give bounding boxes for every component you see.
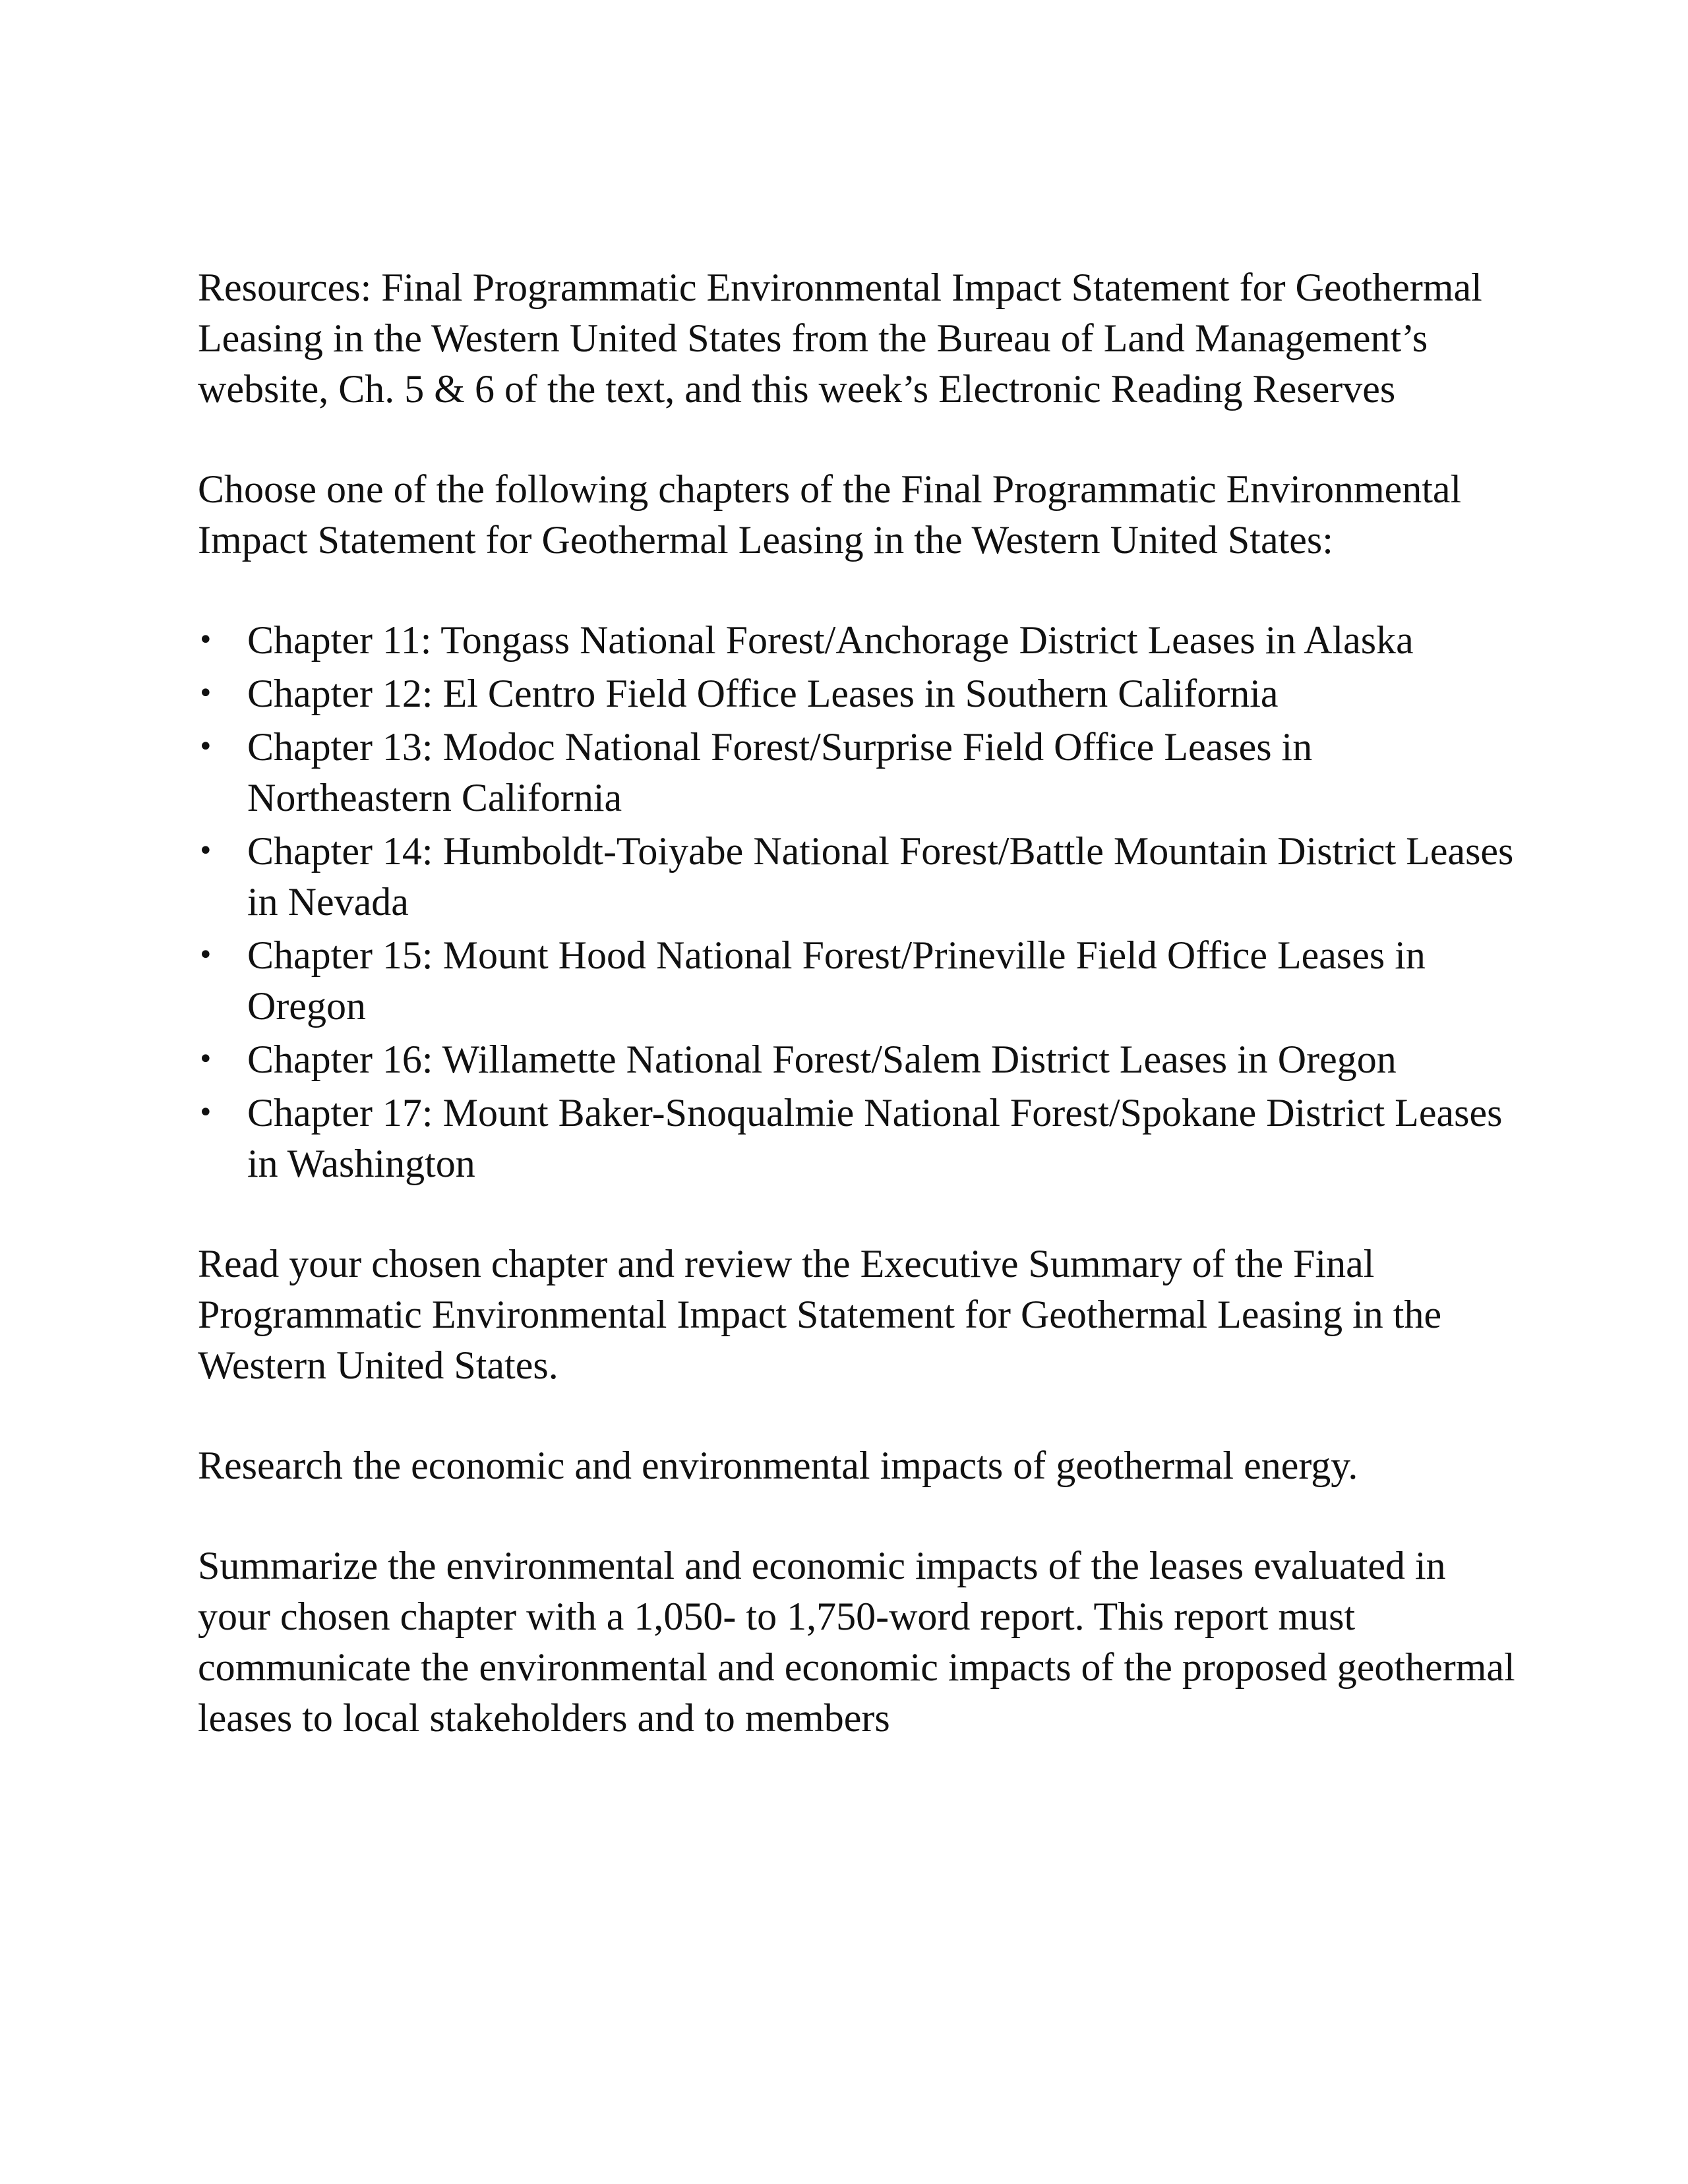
chapter-label: Chapter 11: Tongass National Forest/Anchorage District Leases in Alaska bbox=[247, 618, 1414, 662]
list-item bbox=[198, 668, 1517, 719]
resources-paragraph: Resources: Final Programmatic Environmental Impact Statement for Geothermal Leasing in the Western United States from the Bureau of Land Management’s website, Ch. 5 & 6 of the text, and this week’s Electronic Reading Reserves bbox=[198, 266, 1482, 411]
read-instruction-paragraph: Read your chosen chapter and review the Executive Summary of the Final Programmatic Environmental Impact Statement for Geothermal Leasing in the Western United States. bbox=[198, 1242, 1442, 1387]
list-item bbox=[198, 615, 1517, 666]
chapter-label: Chapter 15: Mount Hood National Forest/Prineville Field Office Leases in Oregon bbox=[247, 933, 1426, 1028]
summarize-instruction-paragraph: Summarize the environmental and economic impacts of the leases evaluated in your chosen chapter with a 1,050- to 1,750-word report. This report must communicate the environmental and economic impacts of the proposed geothermal leases to local stakeholders and to members bbox=[198, 1544, 1515, 1740]
list-item bbox=[198, 722, 1517, 823]
chapter-list bbox=[198, 615, 1517, 1189]
list-item bbox=[198, 930, 1517, 1032]
bullet-icon: • bbox=[198, 625, 214, 655]
research-instruction-paragraph: Research the economic and environmental impacts of geothermal energy. bbox=[198, 1444, 1358, 1487]
chapter-label: Chapter 12: El Centro Field Office Leases in Southern California bbox=[247, 672, 1279, 715]
choose-intro-paragraph: Choose one of the following chapters of the Final Programmatic Environmental Impact Statement for Geothermal Leasing in the Western United States: bbox=[198, 467, 1462, 562]
document-page bbox=[198, 262, 1517, 1744]
chapter-label: Chapter 17: Mount Baker-Snoqualmie National Forest/Spokane District Leases in Washington bbox=[247, 1091, 1503, 1185]
bullet-icon: • bbox=[198, 836, 214, 866]
bullet-icon: • bbox=[198, 1098, 214, 1128]
bullet-icon: • bbox=[198, 940, 214, 970]
chapter-label: Chapter 16: Willamette National Forest/Salem District Leases in Oregon bbox=[247, 1038, 1397, 1081]
bullet-icon: • bbox=[198, 732, 214, 762]
list-item bbox=[198, 1034, 1517, 1085]
bullet-icon: • bbox=[198, 1044, 214, 1075]
list-item bbox=[198, 826, 1517, 928]
chapter-label: Chapter 14: Humboldt-Toiyabe National Forest/Battle Mountain District Leases in Nevada bbox=[247, 829, 1514, 924]
bullet-icon: • bbox=[198, 678, 214, 709]
list-item bbox=[198, 1088, 1517, 1189]
chapter-label: Chapter 13: Modoc National Forest/Surprise Field Office Leases in Northeastern California bbox=[247, 725, 1313, 819]
